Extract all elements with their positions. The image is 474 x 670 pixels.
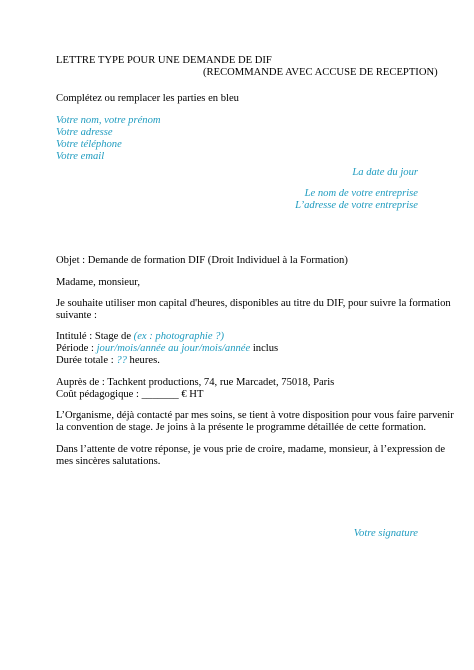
subject-line: Objet : Demande de formation DIF (Droit Individuel à la Formation) [56,255,348,266]
duree-value: ?? [116,355,127,366]
title-line-1: LETTRE TYPE POUR UNE DEMANDE DE DIF [56,55,272,66]
intitule-value: (ex : photographie ?) [133,331,224,342]
periode-label: Période : [56,343,97,354]
sender-phone: Votre téléphone [56,139,122,150]
recipient-address: L’adresse de votre entreprise [295,200,418,211]
paragraph-2-line-1: L’Organisme, déjà contacté par mes soins, se tient à votre disposition pour vous faire parvenir [56,410,454,421]
instruction-text: Complétez ou remplacer les parties en bleu [56,93,239,104]
letter-date: La date du jour [352,167,418,178]
sender-address: Votre adresse [56,127,113,138]
duree-suffix: heures. [126,355,160,366]
provider-line: Auprès de : Tachkent productions, 74, rue Marcadet, 75018, Paris [56,377,335,388]
cost-line: Coût pédagogique : _______ € HT [56,389,204,400]
periode-value: jour/mois/année au jour/mois/année [96,343,251,354]
paragraph-3-line-2: mes sincères salutations. [56,456,161,467]
paragraph-1-line-1: Je souhaite utiliser mon capital d'heures, disponibles au titre du DIF, pour suivre la formation [56,298,451,309]
title-line-2: (RECOMMANDE AVEC ACCUSE DE RECEPTION) [203,67,438,78]
duree-line [56,355,160,367]
paragraph-1-line-2: suivante : [56,310,97,321]
paragraph-3-line-1: Dans l’attente de votre réponse, je vous prie de croire, madame, monsieur, à l’expression de [56,444,446,455]
periode-suffix: inclus [250,343,279,354]
sender-email: Votre email [56,151,105,162]
duree-label: Durée totale : [56,355,117,366]
paragraph-2-line-2: la convention de stage. Je joins à la présente le programme détaillée de cette formation. [56,422,427,433]
signature-placeholder: Votre signature [353,528,418,539]
periode-line [56,343,278,355]
intitule-line [56,331,224,343]
intitule-label: Intitulé : Stage de [56,331,134,342]
salutation: Madame, monsieur, [56,277,141,288]
recipient-company: Le nom de votre entreprise [304,188,418,199]
sender-name: Votre nom, votre prénom [56,115,161,126]
